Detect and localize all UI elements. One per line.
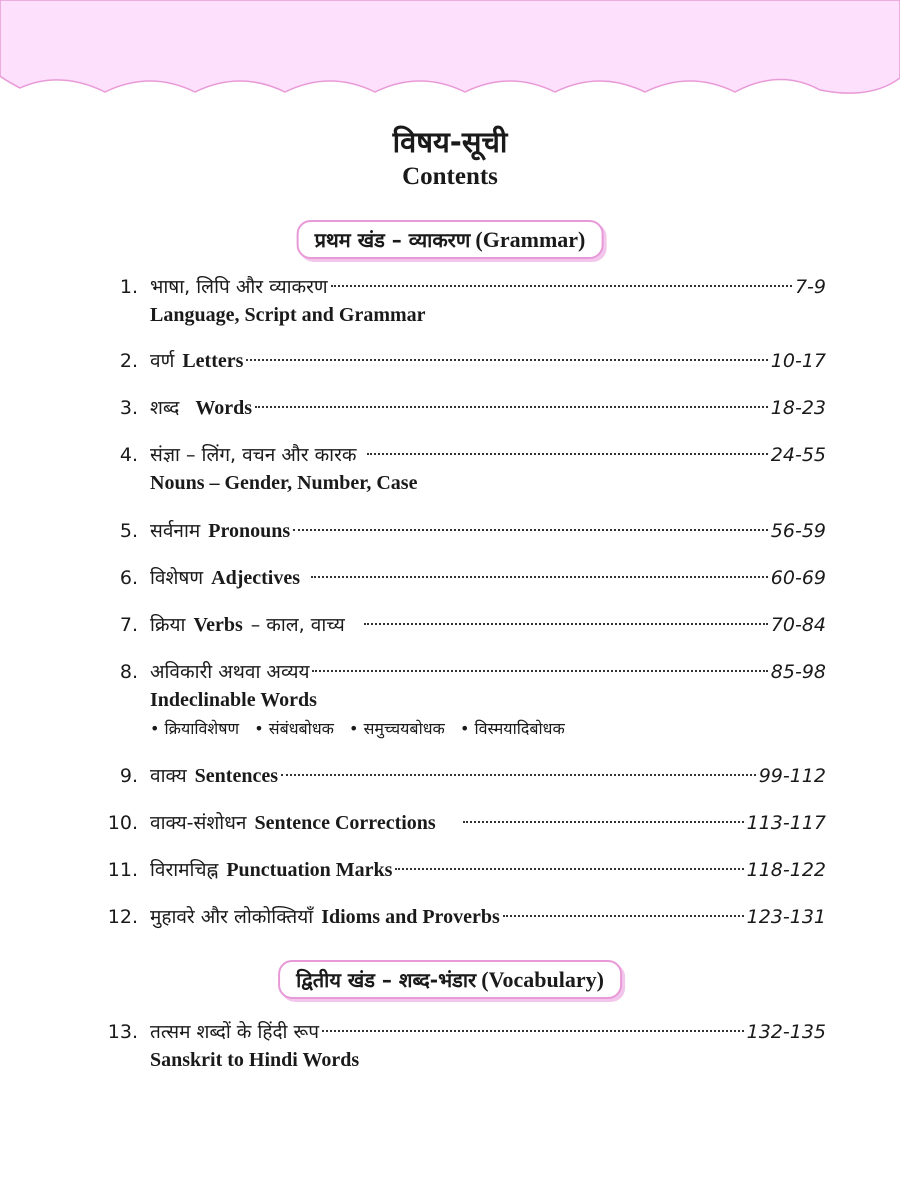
entry-number: 9. [119,765,138,787]
entry-title-hindi-suffix: – काल, वाच्य [250,614,345,636]
entry-pages: 7-9 [794,276,826,298]
entry-title-english: Idioms and Proverbs [321,906,500,928]
bullet-item: • संबंधबोधक [254,719,334,738]
dot-leader [322,1030,744,1032]
entry-title-hindi: सर्वनाम [150,520,201,542]
entry-title-hindi: संज्ञा – लिंग, वचन और कारक [150,444,357,466]
entry-number: 12. [107,906,138,928]
entry-title-hindi: अविकारी अथवा अव्यय [150,661,310,683]
bullet-item: • समुच्चयबोधक [349,719,445,738]
entry-number: 7. [119,614,138,636]
page-title-hindi: विषय-सूची [392,125,508,159]
entry-title-english: Sentence Corrections [254,812,436,834]
dot-leader [331,285,792,287]
entry-title-english: Adjectives [211,567,300,589]
toc-entry[interactable] [0,657,900,738]
toc-entry[interactable] [0,902,900,932]
entry-pages: 123-131 [746,906,826,928]
entry-pages: 60-69 [770,567,826,589]
dot-leader [293,529,768,531]
entry-pages: 113-117 [746,812,826,834]
dot-leader [246,359,767,361]
bullet-item: • क्रियाविशेषण [150,719,240,738]
entry-title-english: Pronouns [208,520,291,542]
toc-entry[interactable] [0,272,900,326]
dot-leader [364,623,768,625]
entry-pages: 85-98 [770,661,826,683]
entry-number: 4. [119,444,138,466]
entry-number: 2. [119,350,138,372]
entry-subtitle-english: Indeclinable Words [150,689,317,711]
section-title-english: (Grammar) [475,227,586,252]
toc-entry[interactable] [0,346,900,376]
dot-leader [395,868,743,870]
entry-subtitle-english: Language, Script and Grammar [150,304,426,326]
entry-title-hindi: तत्सम शब्दों के हिंदी रूप [150,1021,320,1043]
toc-entry[interactable] [0,808,900,838]
entry-number: 10. [107,812,138,834]
section-heading-vocabulary [278,960,622,999]
entry-title-hindi: भाषा, लिपि और व्याकरण [150,276,328,298]
entry-pages: 10-17 [770,350,826,372]
toc-entry[interactable] [0,1017,900,1071]
entry-title-hindi: वाक्य-संशोधन [150,812,247,834]
entry-title-hindi: विशेषण [150,567,204,589]
entry-pages: 118-122 [746,859,826,881]
toc-entry[interactable] [0,393,900,423]
toc-entry[interactable] [0,761,900,791]
dot-leader [367,453,767,455]
entry-pages: 132-135 [746,1021,826,1043]
entry-pages: 70-84 [770,614,826,636]
dot-leader [281,774,756,776]
toc-entry[interactable] [0,516,900,546]
decorative-wave-header [0,0,900,110]
entry-title-hindi: मुहावरे और लोकोक्तियाँ [150,906,314,928]
entry-title-english: Words [195,397,253,419]
entry-title-english: Letters [182,350,244,372]
toc-entry[interactable] [0,610,900,640]
entry-pages: 24-55 [770,444,826,466]
section-title-english: (Vocabulary) [481,967,604,992]
entry-number: 8. [119,661,138,683]
dot-leader [463,821,744,823]
entry-title-english: Sentences [194,765,278,787]
page-title-block [0,122,900,192]
entry-title-hindi: वर्ण [150,350,175,372]
entry-bullet-list [150,715,575,743]
toc-entry[interactable] [0,563,900,593]
page-title-english: Contents [402,163,498,190]
entry-title-hindi: वाक्य [150,765,187,787]
entry-number: 13. [107,1021,138,1043]
entry-number: 6. [119,567,138,589]
entry-number: 1. [119,276,138,298]
dot-leader [255,406,768,408]
dot-leader [311,576,768,578]
bullet-item: • विस्मयादिबोधक [459,719,565,738]
entry-title-hindi: क्रिया [150,614,186,636]
dot-leader [312,670,767,672]
section-title-hindi: प्रथम खंड – व्याकरण [314,228,471,252]
entry-title-english: Verbs [193,614,243,636]
entry-subtitle-english: Nouns – Gender, Number, Case [150,472,418,494]
entry-number: 5. [119,520,138,542]
dot-leader [503,915,744,917]
entry-title-hindi: विरामचिह्न [150,859,219,881]
entry-number: 11. [107,859,138,881]
section-title-hindi: द्वितीय खंड – शब्द-भंडार [296,968,477,992]
section-heading-grammar [297,220,604,259]
entry-pages: 18-23 [770,397,826,419]
entry-subtitle-english: Sanskrit to Hindi Words [150,1049,360,1071]
toc-entry[interactable] [0,440,900,494]
entry-pages: 99-112 [758,765,826,787]
entry-title-english: Punctuation Marks [226,859,393,881]
entry-title-hindi: शब्द [150,397,180,419]
entry-pages: 56-59 [770,520,826,542]
toc-entry[interactable] [0,855,900,885]
entry-number: 3. [119,397,138,419]
